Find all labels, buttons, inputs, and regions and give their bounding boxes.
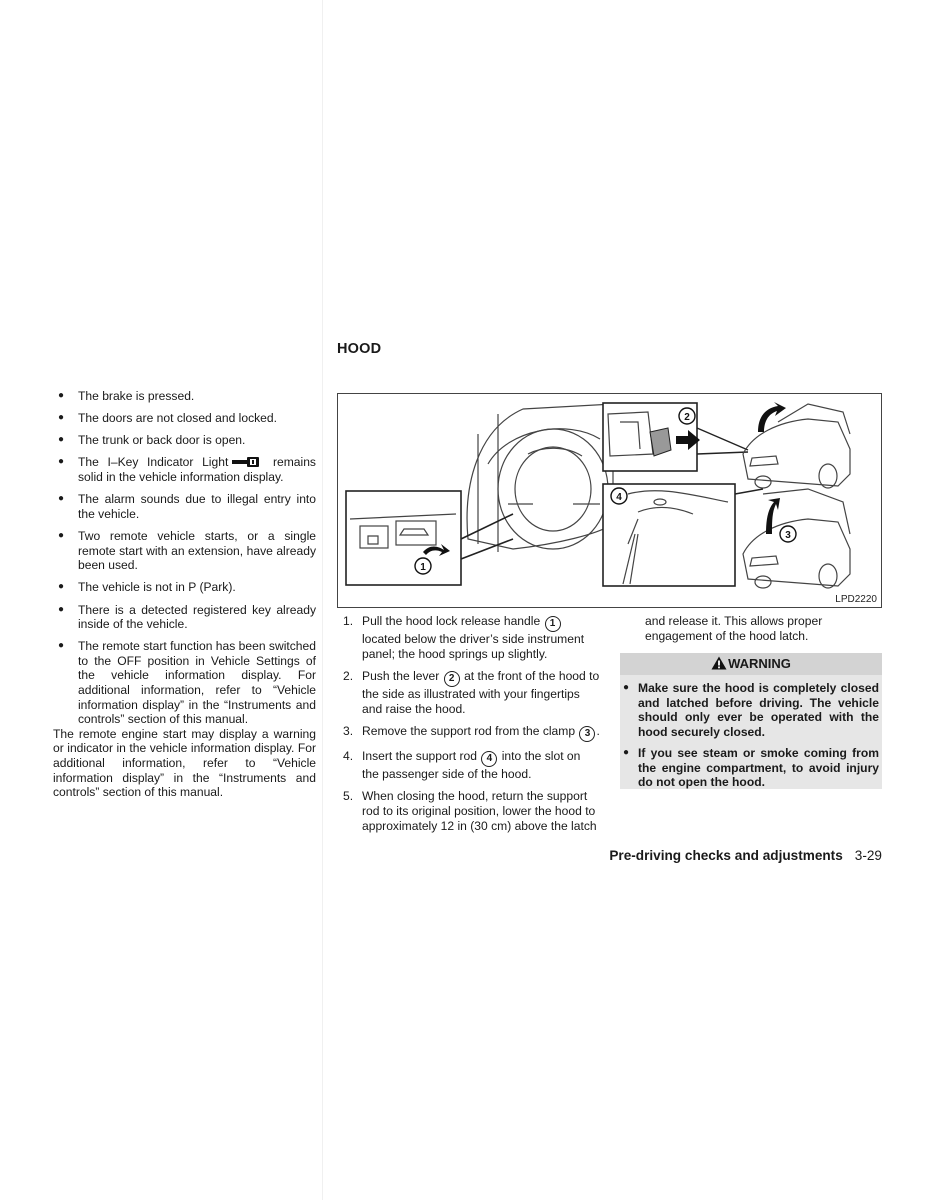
step-item: [343, 669, 600, 717]
step-item: [343, 724, 600, 742]
step-text: into the slot on the passenger side of the hood.: [362, 749, 581, 781]
bullet-text: The alarm sounds due to illegal entry into the vehicle.: [78, 492, 316, 522]
warning-header: [620, 653, 882, 675]
condition-list: [53, 389, 316, 727]
bullet-text: remains solid in the vehicle information display.: [78, 455, 316, 485]
bullet-text: There is a detected registered key already inside of the vehicle.: [78, 602, 316, 632]
figure-code: LPD2220: [835, 594, 877, 605]
bullet-text: The vehicle is not in P (Park).: [78, 580, 236, 595]
step-number: 1.: [343, 614, 354, 628]
bullet-text: Two remote vehicle starts, or a single remote start with an extension, have already been used.: [78, 529, 316, 573]
step-text: Remove the support rod from the clamp: [362, 724, 576, 738]
step-text: located below the driver’s side instrument panel; the hood springs up slightly.: [362, 632, 585, 661]
bullet-text: The remote start function has been switched to the OFF position in Vehicle Settings of the vehicle information display. For additional information, refer to “Vehicle information display” in the “Instruments and controls” section of this manual.: [78, 639, 316, 727]
list-item: [53, 639, 316, 727]
bullet-text: The trunk or back door is open.: [78, 433, 246, 448]
callout-2: 2: [684, 412, 690, 423]
callout-badge: 3: [579, 726, 595, 742]
bullet-text: The I–Key Indicator Light: [78, 455, 229, 470]
callout-badge: 2: [444, 671, 460, 687]
step-item: [343, 614, 600, 662]
remote-start-note: The remote engine start may display a warning or indicator in the vehicle information display. For additional information, refer to “Vehicle information display” in the “Instruments and controls” section of this manual.: [53, 726, 316, 800]
key-indicator-icon: [232, 456, 260, 471]
list-item: [53, 580, 316, 595]
step-number: 4.: [343, 749, 354, 763]
bullet-text: The doors are not closed and locked.: [78, 411, 277, 426]
callout-badge: 4: [481, 751, 497, 767]
callout-3: 3: [785, 530, 791, 541]
step-item: [343, 749, 600, 782]
list-item: [53, 603, 316, 632]
step-number: 2.: [343, 669, 354, 683]
step-continuation: and release it. This allows proper engagement of the hood latch.: [645, 614, 823, 643]
step-item: [343, 789, 600, 834]
warning-item: ● If you see steam or smoke coming from the engine compartment, to avoid injury do not open the hood.: [620, 746, 882, 790]
page-footer: [600, 848, 882, 863]
step-text: at the front of the hood to the side as illustrated with your fingertips and raise the hood.: [362, 669, 600, 716]
step-text: When closing the hood, return the support rod to its original position, lower the hood to approximately 12 in (30 cm) above the latch: [362, 789, 597, 833]
callout-4: 4: [616, 492, 622, 503]
step-text: .: [596, 724, 600, 738]
step-text: Insert the support rod: [362, 749, 477, 763]
page-number: 3-29: [854, 848, 882, 863]
list-item: [53, 492, 316, 521]
left-column: [53, 389, 316, 800]
step-number: 5.: [343, 789, 354, 803]
step-text: Pull the hood lock release handle: [362, 614, 541, 628]
list-item: [53, 455, 316, 485]
warning-item: ● Make sure the hood is completely closed and latched before driving. The vehicle should only ever be operated with the hood securely closed.: [620, 681, 882, 739]
section-heading: HOOD: [337, 341, 382, 357]
list-item: [53, 433, 316, 448]
step-text: Push the lever: [362, 669, 440, 683]
warning-triangle-icon: [711, 656, 727, 670]
callout-1: 1: [420, 562, 426, 573]
hood-figure: [337, 393, 882, 608]
callout-badge: 1: [545, 616, 561, 632]
warning-title: WARNING: [728, 656, 791, 671]
list-item: [53, 411, 316, 426]
step-number: 3.: [343, 724, 354, 738]
list-item: [53, 529, 316, 573]
page-gutter: [322, 0, 323, 1200]
footer-section-title: Pre-driving checks and adjustments: [609, 848, 843, 863]
bullet-text: The brake is pressed.: [78, 389, 195, 403]
hood-steps: [343, 614, 600, 841]
list-item: [53, 389, 316, 404]
warning-box: [620, 653, 882, 789]
hood-illustration: [338, 394, 881, 607]
warning-list: [620, 681, 882, 790]
